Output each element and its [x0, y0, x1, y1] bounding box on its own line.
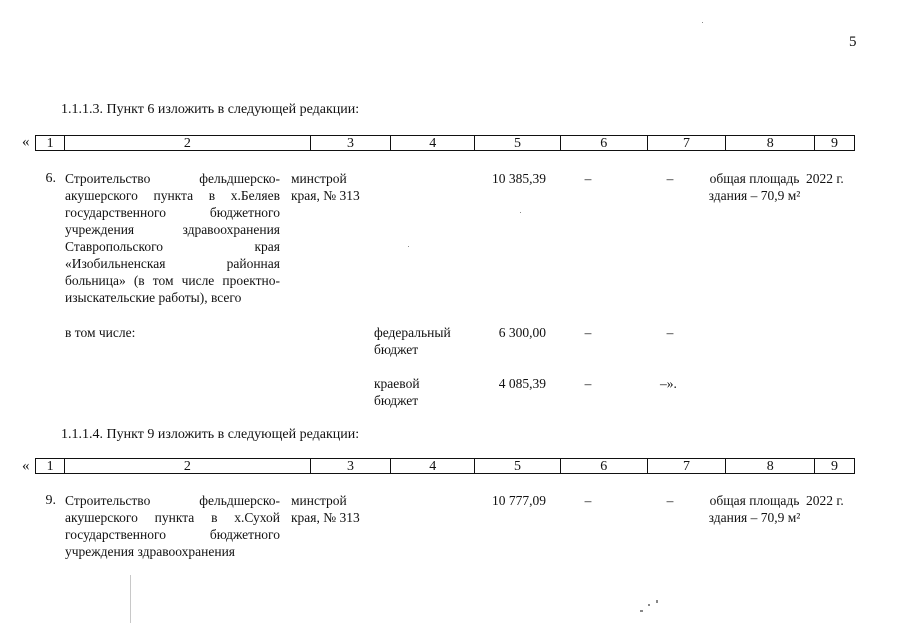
section-heading: 1.1.1.4. Пункт 9 изложить в следующей редакции: — [61, 427, 360, 442]
column-7-value: – — [666, 171, 674, 186]
column-number: 4 — [390, 459, 474, 473]
column-number: 6 — [560, 136, 647, 150]
scan-artifact — [408, 246, 409, 247]
customer: минстрой края, № 313 — [291, 171, 360, 203]
result-indicator: общая площадь здания – 70,9 м² — [708, 171, 801, 203]
opening-quote: « — [22, 134, 30, 150]
object-name: Строительство фельдшерско-акушерского пункта в х.Сухой государственного бюджетного учреждения здравоохранения — [65, 493, 280, 559]
amount: 10 385,39 — [492, 171, 546, 186]
column-number: 9 — [814, 459, 854, 473]
column-number: 8 — [725, 459, 814, 473]
scan-artifact — [520, 212, 521, 213]
opening-quote: « — [22, 458, 30, 474]
column-number: 4 — [390, 136, 474, 150]
column-7-value: – — [666, 325, 674, 340]
row-number: 9. — [45, 493, 56, 508]
column-number: 9 — [814, 136, 854, 150]
result-indicator: общая площадь здания – 70,9 м² — [708, 493, 801, 525]
column-number: 2 — [64, 136, 309, 150]
column-number: 8 — [725, 136, 814, 150]
column-number: 7 — [647, 459, 726, 473]
scan-artifact — [648, 604, 650, 606]
column-number: 2 — [64, 459, 309, 473]
scan-artifact — [702, 22, 703, 23]
column-6-value: – — [584, 325, 592, 340]
column-6-value: – — [584, 376, 592, 391]
column-number: 1 — [46, 136, 54, 151]
column-7-value: –». — [660, 376, 677, 391]
column-number: 1 — [46, 459, 54, 474]
row-number: 6. — [45, 171, 56, 186]
column-number: 7 — [647, 136, 726, 150]
year: 2022 г. — [806, 493, 844, 508]
column-number-header — [35, 458, 855, 474]
page-number: 5 — [849, 34, 857, 50]
funding-source: федеральный бюджет — [374, 325, 451, 357]
column-number: 3 — [310, 136, 391, 150]
customer: минстрой края, № 313 — [291, 493, 360, 525]
column-6-value: – — [584, 493, 592, 508]
amount: 6 300,00 — [498, 325, 546, 340]
amount: 4 085,39 — [498, 376, 546, 391]
amount: 10 777,09 — [492, 493, 546, 508]
scan-artifact — [640, 610, 643, 612]
column-number: 3 — [310, 459, 391, 473]
funding-source: краевой бюджет — [374, 376, 420, 408]
section-heading: 1.1.1.3. Пункт 6 изложить в следующей редакции: — [61, 102, 360, 117]
column-7-value: – — [666, 493, 674, 508]
year: 2022 г. — [806, 171, 844, 186]
column-number: 5 — [474, 459, 560, 473]
scan-artifact — [130, 575, 131, 623]
column-number-header — [35, 135, 855, 151]
column-number: 6 — [560, 459, 647, 473]
column-number: 5 — [474, 136, 560, 150]
object-name: Строительство фельдшерско-акушерского пункта в х.Беляев государственного бюджетного учреждения здравоохранения Ставропольского края «Изобильненская районная больница» (в том числе проектно-изыскательские работы), всего — [65, 171, 280, 305]
column-6-value: – — [584, 171, 592, 186]
scan-artifact — [656, 600, 658, 603]
sub-label: в том числе: — [65, 325, 136, 340]
